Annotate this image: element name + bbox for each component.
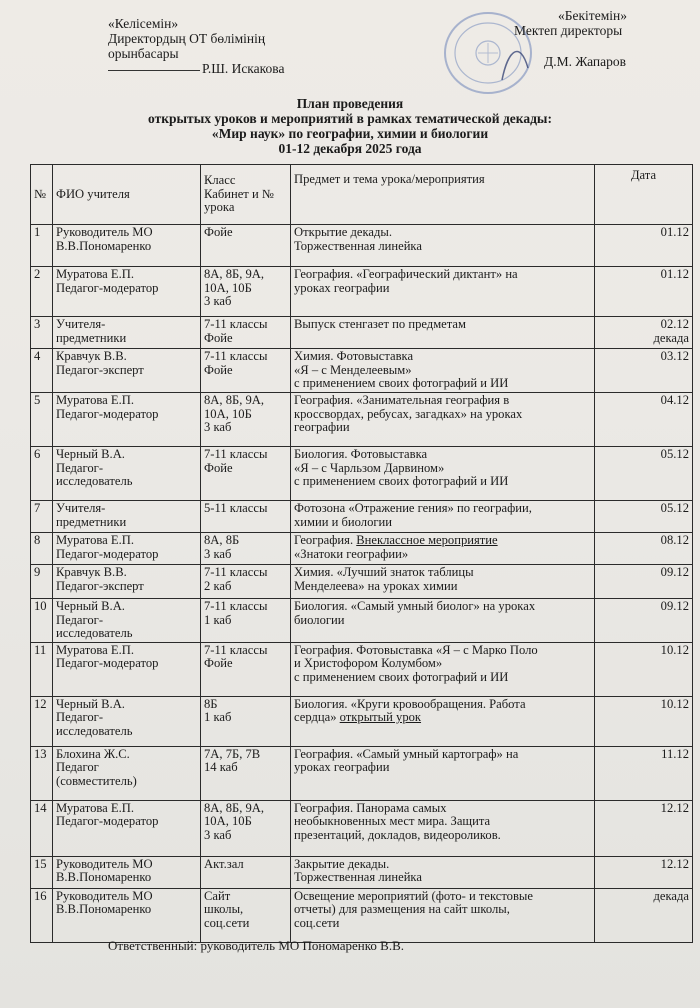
cell-class-line: 8А, 8Б, 9А, (204, 800, 265, 815)
cell-subject (291, 349, 595, 393)
cell-num: 6 (31, 447, 53, 501)
cell-teacher-line: Муратова Е.П. (56, 267, 134, 281)
cell-teacher-line: Педагог-модератор (56, 656, 159, 670)
cell-teacher-line: В.В.Пономаренко (56, 238, 152, 253)
approval-right-signer: Д.М. Жапаров (544, 54, 627, 69)
cell-teacher-line: Педагог- (56, 710, 104, 724)
cell-subject-line: с применением своих фотографий и ИИ (294, 376, 509, 390)
cell-date (595, 501, 693, 533)
cell-class-line: Фойе (204, 330, 233, 345)
cell-teacher (53, 642, 201, 696)
cell-class-line: 7-11 классы (204, 349, 268, 363)
cell-teacher-line: Педагог-модератор (56, 280, 159, 295)
cell-class-line: 7-11 классы (204, 642, 268, 657)
header-class (201, 165, 291, 225)
cell-num: 7 (31, 501, 53, 533)
cell-teacher-line: Руководитель МО (56, 225, 153, 239)
underlined-text: открытый урок (339, 710, 422, 724)
cell-subject (291, 393, 595, 447)
approval-left-line1: «Келісемін» (108, 16, 179, 31)
events-table (30, 164, 693, 943)
cell-num: 16 (31, 888, 53, 942)
header-class-line: Кабинет и № (204, 186, 274, 201)
title-line2: открытых уроков и мероприятий в рамках тематической декады: (148, 111, 552, 126)
cell-class-line: 1 каб (204, 612, 232, 627)
header-class-line: Класс (204, 173, 236, 188)
cell-class (201, 501, 291, 533)
cell-class-line: 8Б (204, 696, 218, 711)
table-row (31, 267, 693, 317)
cell-subject-line: необыкновенных мест мира. Защита (294, 814, 491, 828)
cell-date (595, 533, 693, 565)
cell-num: 11 (31, 642, 53, 696)
cell-class (201, 565, 291, 599)
cell-class-line: Сайт (204, 888, 231, 903)
table-row (31, 393, 693, 447)
cell-class-line: 7-11 классы (204, 447, 268, 461)
table-row (31, 317, 693, 349)
cell-num: 5 (31, 393, 53, 447)
cell-teacher-line: Муратова Е.П. (56, 393, 134, 407)
header-class-line: урока (204, 200, 235, 215)
cell-date (595, 267, 693, 317)
cell-subject-line: Фотозона «Отражение гения» по географии, (294, 501, 532, 515)
approval-left-sign-row (108, 61, 284, 76)
cell-subject (291, 267, 595, 317)
cell-class-line: 14 каб (204, 760, 238, 774)
cell-teacher (53, 565, 201, 599)
cell-subject (291, 533, 595, 565)
cell-class (201, 856, 291, 888)
cell-subject-line: География. «Географический диктант» на (294, 267, 518, 281)
cell-subject-line: «Знатоки географии» (294, 546, 409, 561)
cell-class-line: Фойе (204, 362, 233, 377)
cell-date (595, 856, 693, 888)
cell-teacher (53, 267, 201, 317)
table-row (31, 533, 693, 565)
table-body (31, 225, 693, 943)
cell-teacher-line: Руководитель МО (56, 888, 153, 903)
cell-subject-line: и Христофором Колумбом» (294, 656, 443, 670)
cell-teacher-line: Учителя- (56, 317, 106, 331)
cell-date (595, 888, 693, 942)
cell-date-line: декада (653, 330, 689, 345)
cell-subject (291, 696, 595, 746)
cell-teacher-line: исследователь (56, 474, 133, 488)
cell-date (595, 642, 693, 696)
cell-subject-line: Открытие декады. (294, 225, 392, 239)
underlined-text: Внеклассное мероприятие (356, 533, 498, 547)
header-date: Дата (595, 165, 693, 225)
document-title (0, 96, 700, 156)
cell-teacher (53, 393, 201, 447)
cell-subject-line: Биология. «Круги кровообращения. Работа (294, 696, 526, 711)
cell-subject-line: «Я – с Менделеевым» (294, 362, 412, 377)
title-line1: План проведения (296, 96, 404, 111)
cell-date (595, 599, 693, 643)
cell-teacher (53, 696, 201, 746)
cell-teacher (53, 317, 201, 349)
table-row (31, 696, 693, 746)
cell-class-line: 3 каб (204, 420, 232, 434)
cell-class (201, 447, 291, 501)
cell-date-line: 01.12 (660, 225, 689, 239)
cell-num: 8 (31, 533, 53, 565)
table-row (31, 856, 693, 888)
table-row (31, 225, 693, 267)
approval-left-signer: Р.Ш. Искакова (202, 61, 285, 76)
cell-subject-line: соц.сети (294, 915, 340, 930)
cell-date-line: декада (653, 888, 689, 903)
cell-date (595, 696, 693, 746)
cell-teacher-line: предметники (56, 330, 127, 345)
cell-class (201, 642, 291, 696)
cell-teacher-line: В.В.Пономаренко (56, 902, 152, 916)
cell-subject (291, 447, 595, 501)
cell-date-line: 11.12 (661, 746, 689, 761)
cell-date-line: 09.12 (660, 565, 689, 579)
cell-class (201, 533, 291, 565)
approval-left-line3: орынбасары (108, 46, 179, 61)
table-row (31, 565, 693, 599)
cell-teacher (53, 856, 201, 888)
cell-class (201, 746, 291, 800)
cell-class (201, 393, 291, 447)
cell-class-line: 3 каб (204, 294, 232, 308)
cell-subject (291, 642, 595, 696)
cell-teacher-line: Педагог- (56, 460, 104, 475)
title-line4: 01-12 декабря 2025 года (278, 141, 422, 156)
cell-teacher-line: Педагог-модератор (56, 814, 159, 828)
cell-subject-line: Химия. Фотовыставка (294, 349, 414, 363)
cell-subject-line: географии (294, 420, 350, 434)
cell-num: 1 (31, 225, 53, 267)
cell-class-line: 8А, 8Б, 9А, (204, 393, 265, 407)
cell-teacher-line: Педагог (56, 760, 99, 774)
cell-teacher-line: Муратова Е.П. (56, 533, 134, 547)
cell-class-line: 7-11 классы (204, 565, 268, 579)
table-row (31, 447, 693, 501)
title-line3: «Мир наук» по географии, химии и биологии (211, 126, 489, 141)
cell-class-line: 10А, 10Б (204, 280, 252, 295)
cell-date-line: 05.12 (660, 447, 689, 461)
cell-class (201, 800, 291, 856)
cell-subject-line: География. Внеклассное мероприятие (294, 533, 498, 547)
cell-teacher (53, 746, 201, 800)
table-row (31, 746, 693, 800)
cell-subject-line: биологии (294, 612, 345, 627)
approval-right-line2: Мектеп директоры (514, 23, 623, 38)
cell-teacher-line: Блохина Ж.С. (56, 746, 130, 761)
cell-teacher (53, 533, 201, 565)
cell-subject-line: с применением своих фотографий и ИИ (294, 474, 509, 488)
cell-date (595, 447, 693, 501)
cell-date-line: 12.12 (660, 800, 689, 815)
cell-subject-line: уроках географии (294, 760, 390, 774)
cell-class (201, 349, 291, 393)
cell-subject (291, 888, 595, 942)
cell-date-line: 10.12 (660, 642, 689, 657)
cell-date (595, 565, 693, 599)
cell-class (201, 888, 291, 942)
cell-teacher-line: Черный В.А. (56, 599, 125, 613)
cell-class-line: Акт.зал (204, 856, 244, 871)
cell-date-line: 03.12 (660, 349, 689, 363)
cell-subject (291, 746, 595, 800)
cell-class-line: соц.сети (204, 915, 250, 930)
table-row (31, 599, 693, 643)
cell-teacher-line: Педагог-модератор (56, 546, 159, 561)
cell-teacher-line: Учителя- (56, 501, 106, 515)
header-subject: Предмет и тема урока/мероприятия (291, 165, 595, 225)
signature-line (108, 70, 200, 71)
cell-subject-line: уроках географии (294, 280, 390, 295)
cell-teacher-line: предметники (56, 514, 127, 529)
cell-subject-line: презентаций, докладов, видеороликов. (294, 827, 501, 842)
cell-class-line: Фойе (204, 225, 233, 239)
cell-subject (291, 565, 595, 599)
table-row (31, 800, 693, 856)
cell-date (595, 800, 693, 856)
cell-subject-line: География. «Самый умный картограф» на (294, 746, 519, 761)
cell-teacher-line: В.В.Пономаренко (56, 870, 152, 884)
cell-subject (291, 856, 595, 888)
table-row (31, 888, 693, 942)
cell-class-line: 7А, 7Б, 7В (204, 746, 261, 761)
cell-subject (291, 599, 595, 643)
header-num: № (31, 165, 53, 225)
cell-subject-line: сердца» открытый урок (294, 710, 422, 724)
cell-teacher-line: Педагог-эксперт (56, 362, 144, 377)
cell-class (201, 225, 291, 267)
cell-date-line: 05.12 (660, 501, 689, 515)
cell-teacher (53, 349, 201, 393)
cell-class (201, 696, 291, 746)
cell-class-line: 10А, 10Б (204, 814, 252, 828)
cell-class-line: 8А, 8Б (204, 533, 240, 547)
cell-teacher (53, 888, 201, 942)
cell-subject-line: Биология. «Самый умный биолог» на уроках (294, 599, 536, 613)
cell-teacher-line: Педагог-эксперт (56, 578, 144, 593)
cell-num: 3 (31, 317, 53, 349)
cell-subject (291, 225, 595, 267)
cell-num: 10 (31, 599, 53, 643)
cell-subject-line: Торжественная линейка (294, 238, 422, 253)
cell-subject-line: География. «Занимательная география в (294, 393, 510, 407)
cell-subject-line: Биология. Фотовыставка (294, 447, 428, 461)
cell-subject-line: с применением своих фотографий и ИИ (294, 669, 509, 684)
cell-subject-line: География. Панорама самых (294, 800, 447, 815)
cell-class-line: 1 каб (204, 710, 232, 724)
cell-subject-line: Химия. «Лучший знаток таблицы (294, 565, 474, 579)
cell-date (595, 349, 693, 393)
approval-block-left (108, 16, 284, 76)
cell-subject-line: Менделеева» на уроках химии (294, 578, 458, 593)
cell-class-line: 3 каб (204, 827, 232, 842)
cell-date-line: 04.12 (660, 393, 689, 407)
approval-block-right (512, 8, 627, 69)
approval-left-line2: Директордың ОТ бөлімінің (108, 31, 266, 46)
cell-class-line: 2 каб (204, 578, 232, 593)
cell-num: 12 (31, 696, 53, 746)
cell-teacher-line: Черный В.А. (56, 447, 125, 461)
cell-subject-line: «Я – с Чарльзом Дарвином» (294, 460, 445, 475)
cell-subject-line: отчеты) для размещения на сайт школы, (294, 902, 510, 916)
cell-teacher (53, 800, 201, 856)
cell-class-line: 10А, 10Б (204, 406, 252, 421)
cell-subject-line: химии и биологии (294, 514, 393, 529)
cell-num: 13 (31, 746, 53, 800)
cell-date (595, 225, 693, 267)
cell-teacher-line: Муратова Е.П. (56, 800, 134, 815)
table-header-row (31, 165, 693, 225)
cell-teacher-line: Педагог- (56, 612, 104, 627)
cell-teacher-line: Педагог-модератор (56, 406, 159, 421)
cell-date-line: 08.12 (660, 533, 689, 547)
table-row (31, 642, 693, 696)
cell-subject-line: География. Фотовыставка «Я – с Марко Поло (294, 642, 538, 657)
cell-subject-line: кроссвордах, ребусах, загадках» на уроках (294, 406, 523, 421)
cell-class-line: Фойе (204, 460, 233, 475)
cell-date (595, 317, 693, 349)
table-row (31, 501, 693, 533)
cell-date-line: 10.12 (660, 696, 689, 711)
cell-subject-line: Выпуск стенгазет по предметам (294, 317, 466, 331)
cell-teacher (53, 447, 201, 501)
cell-teacher-line: Муратова Е.П. (56, 642, 134, 657)
header-teacher: ФИО учителя (53, 165, 201, 225)
cell-teacher-line: исследователь (56, 723, 133, 738)
cell-teacher-line: исследователь (56, 626, 133, 640)
cell-subject (291, 501, 595, 533)
cell-subject-line: Закрытие декады. (294, 856, 390, 871)
cell-teacher-line: Руководитель МО (56, 856, 153, 871)
cell-teacher-line: Черный В.А. (56, 696, 125, 711)
cell-class-line: 7-11 классы (204, 599, 268, 613)
cell-class-line: Фойе (204, 656, 233, 670)
cell-class-line: 5-11 классы (204, 501, 268, 515)
cell-num: 14 (31, 800, 53, 856)
cell-teacher-line: (совместитель) (56, 773, 137, 788)
responsible-note: Ответственный: руководитель МО Пономаренко В.В. (108, 938, 405, 953)
cell-class-line: 3 каб (204, 546, 232, 561)
cell-class-line: школы, (204, 902, 244, 916)
cell-teacher (53, 599, 201, 643)
cell-date (595, 746, 693, 800)
cell-class-line: 7-11 классы (204, 317, 268, 331)
cell-teacher (53, 225, 201, 267)
cell-teacher (53, 501, 201, 533)
cell-teacher-line: Кравчук В.В. (56, 565, 127, 579)
table-row (31, 349, 693, 393)
cell-num: 15 (31, 856, 53, 888)
cell-subject (291, 317, 595, 349)
cell-date-line: 01.12 (660, 267, 689, 281)
cell-num: 4 (31, 349, 53, 393)
approval-right-line1: «Бекітемін» (558, 8, 627, 23)
cell-subject-line: Торжественная линейка (294, 870, 422, 884)
cell-subject-line: Освещение мероприятий (фото- и текстовые (294, 888, 533, 903)
cell-date (595, 393, 693, 447)
cell-date-line: 02.12 (660, 317, 689, 331)
cell-class (201, 599, 291, 643)
cell-date-line: 09.12 (660, 599, 689, 613)
cell-teacher-line: Кравчук В.В. (56, 349, 127, 363)
cell-date-line: 12.12 (660, 856, 689, 871)
cell-class (201, 317, 291, 349)
cell-class-line: 8А, 8Б, 9А, (204, 267, 265, 281)
cell-class (201, 267, 291, 317)
cell-num: 9 (31, 565, 53, 599)
cell-num: 2 (31, 267, 53, 317)
cell-subject (291, 800, 595, 856)
